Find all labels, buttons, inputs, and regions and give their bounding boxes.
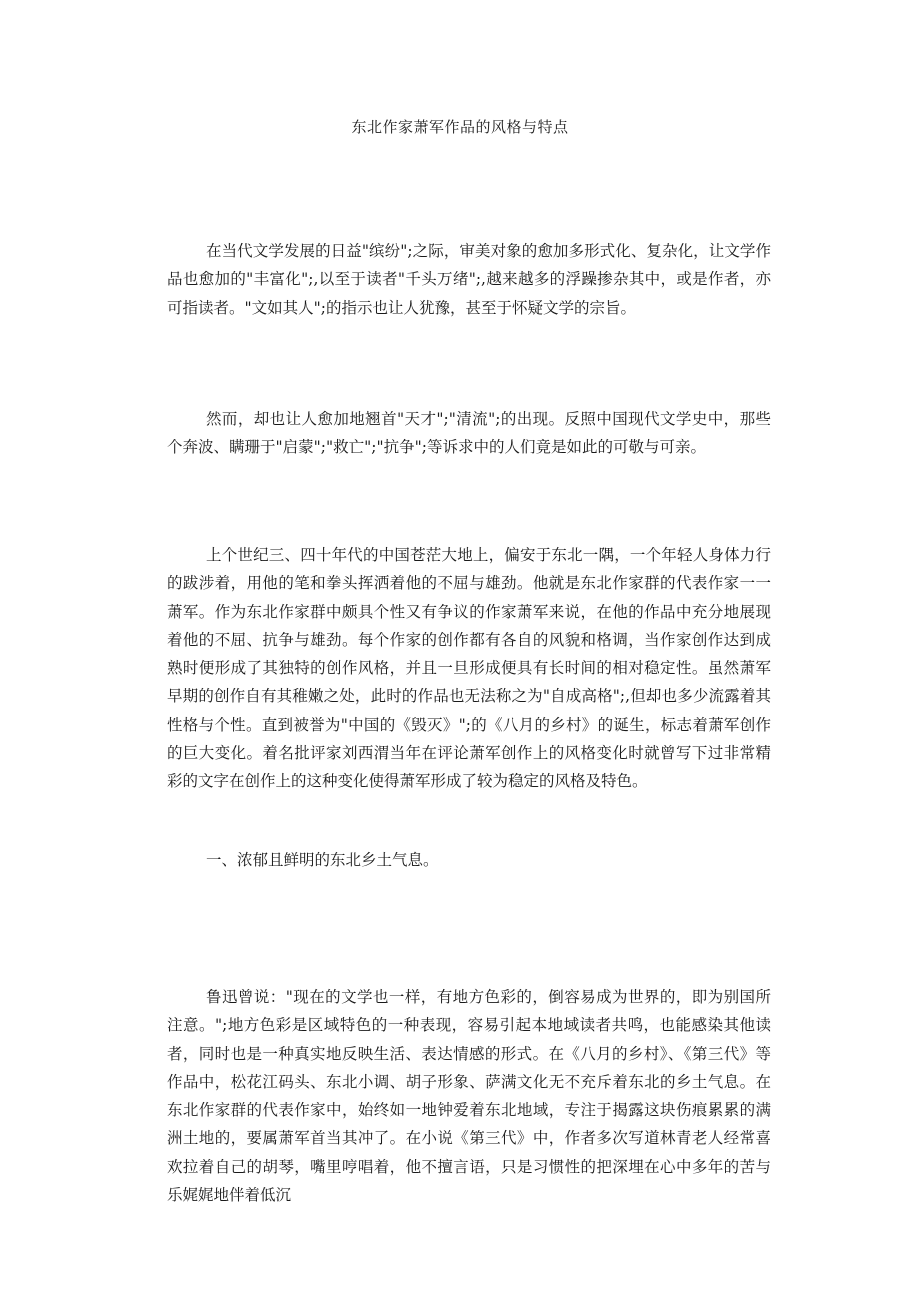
- paragraph-xiaojun: 上个世纪三、四十年代的中国苍茫大地上，偏安于东北一隅，一个年轻人身体力行的跋涉着，用他的笔和拳头挥洒着他的不屈与雄劲。他就是东北作家群的代表作家一一萧军。作为东北作家群中颇具个性又有争议的作家萧军来说，在他的作品中充分地展现着他的不屈、抗争与雄劲。每个作家的创作都有各自的风貌和格调，当作家创作达到成熟时便形成了其独特的创作风格，并且一旦形成便具有长时间的相对稳定性。虽然萧军早期的创作自有其稚嫩之处，此时的作品也无法称之为"自成高格";,但却也多少流露着其性格与个性。直到被誉为"中国的《毁灭》";的《八月的乡村》的诞生，标志着萧军创作的巨大变化。着名批评家刘西渭当年在评论萧军创作上的风格变化时就曾写下过非常精彩的文字在创作上的这种变化使得萧军形成了较为稳定的风格及特色。: [167, 546, 771, 791]
- section-heading-1: 一、浓郁且鲜明的东北乡土气息。: [206, 851, 439, 869]
- paragraph-genius: 然而，却也让人愈加地翘首"天才";"清流";的出现。反照中国现代文学史中，那些个奔波、瞒珊于"启蒙";"救亡";"抗争";等诉求中的人们竟是如此的可敬与可亲。: [167, 410, 771, 457]
- document-title: 东北作家萧军作品的风格与特点: [351, 118, 569, 136]
- paragraph-intro: 在当代文学发展的日益"缤纷";之际，审美对象的愈加多形式化、复杂化，让文学作品也愈加的"丰富化";,以至于读者"千头万绪";,越来越多的浮躁掺杂其中，或是作者，亦可指读者。"文如其人";的指示也让人犹豫，甚至于怀疑文学的宗旨。: [167, 242, 771, 317]
- paragraph-local-color: 鲁迅曾说："现在的文学也一样，有地方色彩的，倒容易成为世界的，即为别国所注意。";地方色彩是区域特色的一种表现，容易引起本地域读者共鸣，也能感染其他读者，同时也是一种真实地反映生活、表达情感的形式。在《八月的乡村》、《第三代》等作品中，松花江码头、东北小调、胡子形象、萨满文化无不充斥着东北的乡土气息。在东北作家群的代表作家中，始终如一地钟爱着东北地域，专注于揭露这块伤痕累累的满洲土地的，要属萧军首当其冲了。在小说《第三代》中，作者多次写道林青老人经常喜欢拉着自己的胡琴，嘴里哼唱着，他不擅言语，只是习惯性的把深埋在心中多年的苦与乐娓娓地伴着低沉: [167, 988, 771, 1205]
